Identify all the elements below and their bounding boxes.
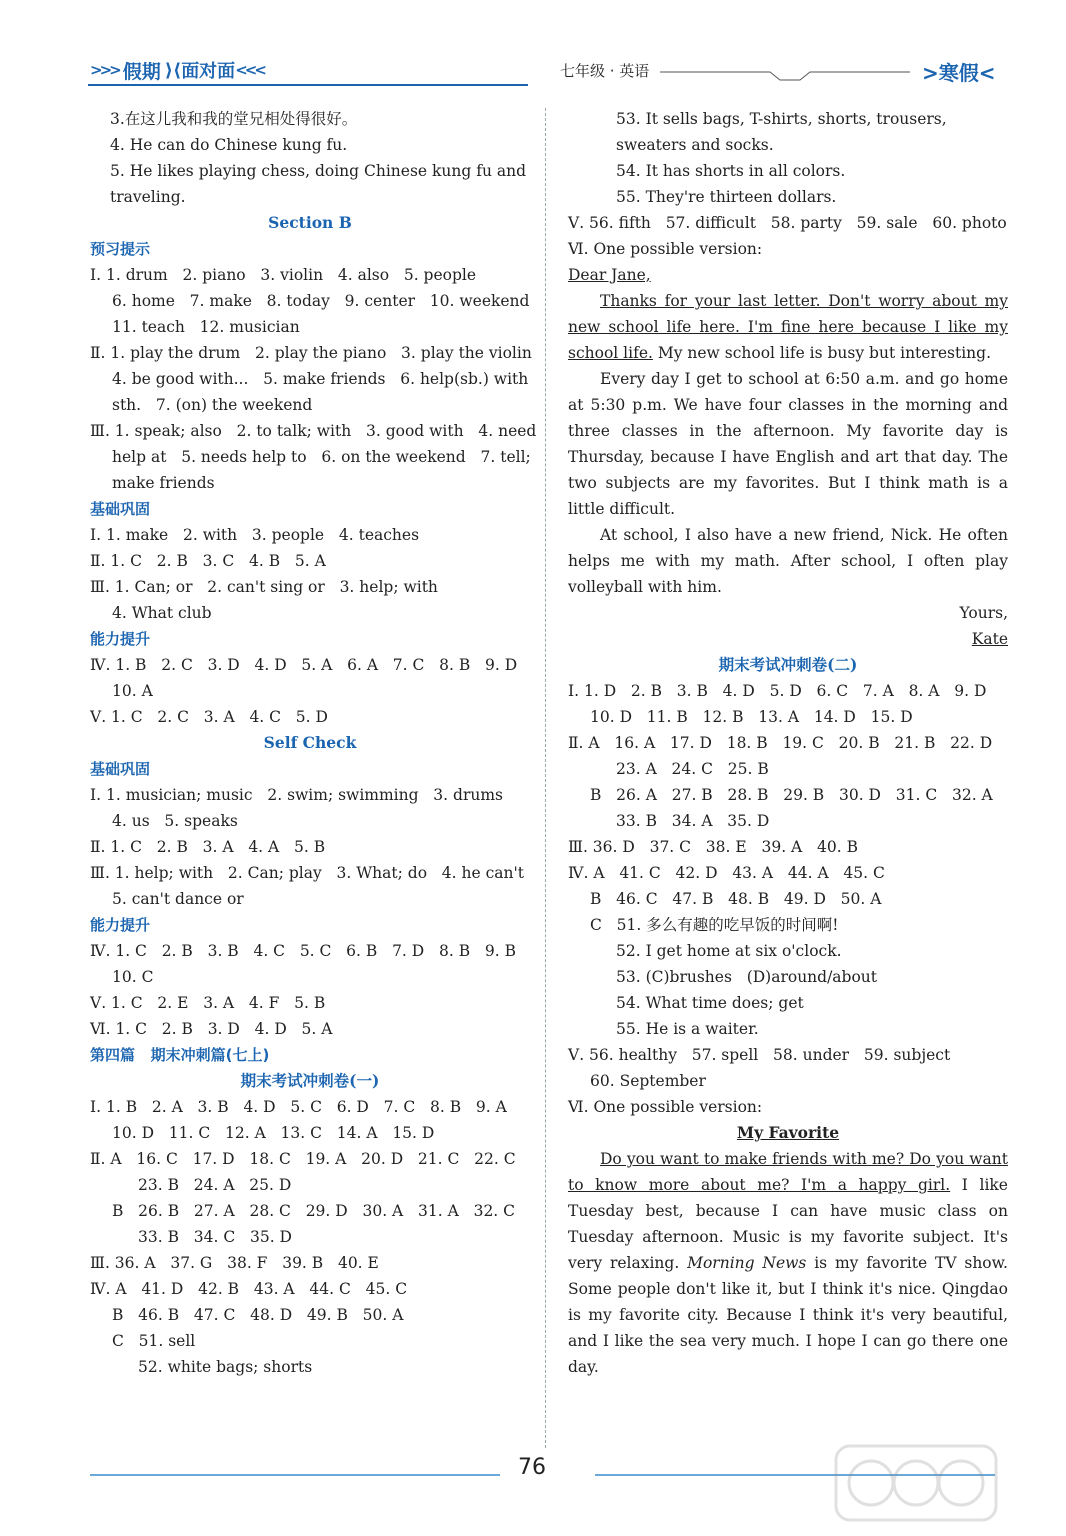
answer-line: Ⅱ. A 16. C 17. D 18. C 19. A 20. D 21. C 22. C: [90, 1150, 516, 1168]
answer-line: 55. They're thirteen dollars.: [616, 188, 837, 206]
answer-line: Ⅲ. 1. Can; or 2. can't sing or 3. help; with: [90, 578, 438, 596]
answer-line: Ⅱ. A 16. A 17. D 18. B 19. C 20. B 21. B 22. D: [568, 734, 993, 752]
answer-line: Ⅲ. 36. D 37. C 38. E 39. A 40. B: [568, 838, 858, 856]
answer-line: Ⅲ. 36. A 37. G 38. F 39. B 40. E: [90, 1254, 379, 1272]
answer-line: Ⅲ. 1. speak; also 2. to talk; with 3. good with 4. need: [90, 422, 537, 440]
answer-line: 基础巩固: [90, 500, 151, 518]
page-number: 76: [518, 1455, 546, 1480]
answer-line: 52. white bags; shorts: [138, 1358, 313, 1376]
answer-line: sweaters and socks.: [616, 136, 774, 154]
letter-signature: Kate: [971, 630, 1008, 648]
answer-line: Ⅰ. 1. drum 2. piano 3. violin 4. also 5. people: [90, 266, 477, 284]
swirl-icon: ⟩⟨: [164, 59, 182, 81]
answer-line: Ⅳ. A 41. C 42. D 43. A 44. A 45. C: [568, 864, 885, 882]
answer-line: 4. He can do Chinese kung fu.: [110, 136, 348, 154]
answer-line: Ⅴ. 56. healthy 57. spell 58. under 59. subject: [568, 1046, 951, 1064]
grade-subject-label: 七年级 · 英语: [560, 62, 650, 80]
arrows-back-icon: <<<: [235, 61, 264, 79]
right-column-answers-bottom: [568, 652, 1008, 1120]
brand-logo: [90, 58, 264, 82]
answer-line: Ⅲ. 1. help; with 2. Can; play 3. What; do 4. he can't: [90, 864, 524, 882]
term-label: [922, 57, 996, 86]
letter-paragraph-2: Every day I get to school at 6:50 a.m. and go home at 5:30 p.m. We have four classes in the morning and three classes in the afternoon. My favorite day is Thursday, because I have English and art that day. The two subjects are my favorites. But I think math is a little difficult.: [568, 370, 1008, 518]
answer-line: 5. He likes playing chess, doing Chinese kung fu and: [110, 162, 527, 180]
answer-line: 33. B 34. C 35. D: [138, 1228, 292, 1246]
letter-closing: Yours,: [959, 604, 1008, 622]
answer-line: 能力提升: [90, 916, 151, 934]
answer-line: 33. B 34. A 35. D: [616, 812, 770, 830]
answer-line: B 26. B 27. A 28. C 29. D 30. A 31. A 32. C: [112, 1202, 516, 1220]
answer-line: Ⅴ. 1. C 2. E 3. A 4. F 5. B: [90, 994, 326, 1012]
brand-mid-text: 面对面: [181, 61, 236, 82]
answer-line: Ⅰ. 1. musician; music 2. swim; swimming 3. drums: [90, 786, 503, 804]
essay-italic-title: Morning News: [687, 1254, 807, 1272]
answer-line: 能力提升: [90, 630, 151, 648]
essay-title: My Favorite: [736, 1123, 840, 1142]
answer-line: 期末考试冲刺卷(一): [240, 1071, 380, 1090]
answer-line: 54. What time does; get: [616, 994, 804, 1012]
answer-line: B 46. C 47. B 48. B 49. D 50. A: [590, 890, 882, 908]
answer-line: 基础巩固: [90, 760, 151, 778]
answer-line: 6. home 7. make 8. today 9. center 10. weekend: [112, 292, 530, 310]
answer-line: C 51. sell: [112, 1332, 196, 1350]
answer-line: Ⅱ. 1. C 2. B 3. C 4. B 5. A: [90, 552, 326, 570]
page-header: [0, 0, 1066, 90]
answer-line: 10. D 11. B 12. B 13. A 14. D 15. D: [590, 708, 913, 726]
answer-line: 23. A 24. C 25. B: [616, 760, 769, 778]
answer-line: 4. us 5. speaks: [112, 812, 238, 830]
answer-line: 53. It sells bags, T-shirts, shorts, trousers,: [616, 110, 947, 128]
letter-paragraph-1: [568, 288, 1008, 366]
term-arrow-icon: >: [922, 61, 939, 85]
answer-line: Self Check: [263, 733, 357, 752]
answer-line: 23. B 24. A 25. D: [138, 1176, 292, 1194]
answer-line: Ⅱ. 1. C 2. B 3. A 4. A 5. B: [90, 838, 326, 856]
answer-line: 4. What club: [112, 604, 212, 622]
answer-line: 10. D 11. C 12. A 13. C 14. A 15. D: [112, 1124, 435, 1142]
answer-line: 4. be good with... 5. make friends 6. help(sb.) with: [112, 370, 529, 388]
answer-line: Ⅴ. 56. fifth 57. difficult 58. party 59. sale 60. photo: [568, 214, 1007, 232]
answer-line: 54. It has shorts in all colors.: [616, 162, 846, 180]
essay-underlined: Do you want to make friends with me? Do you want to know more about me? I'm a happy girl.: [568, 1150, 1008, 1194]
answer-line: 55. He is a waiter.: [616, 1020, 759, 1038]
column-divider: [545, 108, 547, 1448]
letter-p1-underlined: Thanks for your last letter. Don't worry about my new school life here. I'm fine here because I like my school life.: [568, 292, 1008, 362]
answer-line: Ⅳ. A 41. D 42. B 43. A 44. C 45. C: [90, 1280, 408, 1298]
answer-line: make friends: [112, 474, 215, 492]
answer-line: 5. can't dance or: [112, 890, 244, 908]
left-column: [90, 106, 537, 1380]
answer-line: Ⅳ. 1. C 2. B 3. B 4. C 5. C 6. B 7. D 8. B 9. B: [90, 942, 516, 960]
answer-line: Ⅳ. 1. B 2. C 3. D 4. D 5. A 6. A 7. C 8. B 9. D: [90, 656, 518, 674]
answer-line: 60. September: [590, 1072, 706, 1090]
answer-line: 第四篇 期末冲刺篇(七上): [90, 1046, 270, 1064]
letter-paragraph-3: At school, I also have a new friend, Nick. He often helps me with my math. After school, I often play volleyball with him.: [568, 526, 1008, 596]
header-rule-left: [88, 84, 528, 86]
answer-line: 10. A: [112, 682, 153, 700]
answer-line: B 26. A 27. B 28. B 29. B 30. D 31. C 32. A: [590, 786, 993, 804]
answer-line: Dear Jane,: [568, 266, 651, 284]
answer-line: Ⅰ. 1. B 2. A 3. B 4. D 5. C 6. D 7. C 8. B 9. A: [90, 1098, 507, 1116]
essay-text-2: is my favorite TV show. Some people don't like it, but I think it's nice. Qingdao is my favorite city. Because I think it's very beautiful, and I like the sea very much. I hope I can go there one day.: [568, 1254, 1008, 1376]
watermark-logo: [826, 1438, 1006, 1528]
answer-line: 53. (C)brushes (D)around/about: [616, 968, 878, 986]
right-column: [568, 106, 1008, 1380]
answer-line: Ⅴ. 1. C 2. C 3. A 4. C 5. D: [90, 708, 328, 726]
answer-line: Ⅱ. 1. play the drum 2. play the piano 3. play the violin: [90, 344, 532, 362]
answer-line: C 51. 多么有趣的吃早饭的时间啊!: [590, 916, 839, 934]
answer-line: Ⅵ. One possible version:: [568, 240, 763, 258]
answer-line: Ⅰ. 1. D 2. B 3. B 4. D 5. D 6. C 7. A 8. A 9. D: [568, 682, 987, 700]
essay-paragraph: [568, 1146, 1008, 1380]
answer-line: 11. teach 12. musician: [112, 318, 300, 336]
arrows-icon: >>>: [90, 61, 119, 79]
answer-line: traveling.: [110, 188, 186, 206]
answer-line: Ⅰ. 1. make 2. with 3. people 4. teaches: [90, 526, 420, 544]
answer-line: 10. C: [112, 968, 154, 986]
answer-line: Ⅵ. 1. C 2. B 3. D 4. D 5. A: [90, 1020, 333, 1038]
footer-rule-left: [90, 1474, 500, 1476]
answer-line: help at 5. needs help to 6. on the weekend 7. tell;: [112, 448, 531, 466]
answer-line: 预习提示: [90, 240, 151, 258]
answer-line: Ⅵ. One possible version:: [568, 1098, 763, 1116]
term-arrow-back-icon: <: [978, 61, 996, 85]
term-text: 寒假: [938, 61, 979, 85]
answer-line: 期末考试冲刺卷(二): [718, 655, 858, 674]
answer-line: B 46. B 47. C 48. D 49. B 50. A: [112, 1306, 404, 1324]
right-column-answers-top: [568, 106, 1008, 288]
essay-text-1: I like Tuesday best, because I can have music class on Tuesday afternoon. Music is my favorite subject. It's very relaxing.: [568, 1176, 1008, 1272]
answer-line: Section B: [268, 213, 352, 232]
answer-line: 52. I get home at six o'clock.: [616, 942, 842, 960]
brand-left-text: 假期: [122, 60, 161, 83]
answer-line: sth. 7. (on) the weekend: [112, 396, 313, 414]
answer-line: 3.在这儿我和我的堂兄相处得很好。: [110, 110, 358, 128]
header-rule-right: [660, 70, 910, 82]
letter-p1-rest: My new school life is busy but interesting.: [652, 344, 992, 362]
